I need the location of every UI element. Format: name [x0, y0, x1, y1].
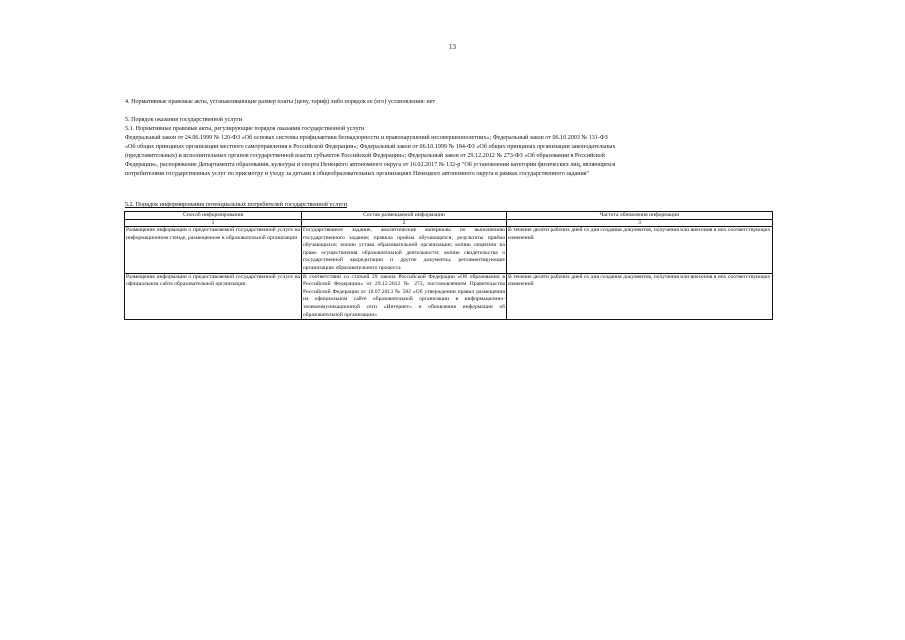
table-row	[125, 227, 773, 274]
column-number: 2	[302, 220, 507, 227]
column-number: 3	[507, 220, 773, 227]
cell-method: Размещение информации о предоставляемой государственной услуге на официальном сайте образовательной организации	[125, 273, 302, 320]
cell-content: В соответствии со статьей 29 закона Российской Федерации «Об образовании в Российской Федерации» от 29.12.2012 № 273, постановлением Правительства Российской Федерации от 10.07.2013 № 582 «Об утверждении правил размещения на официальном сайте образовательной организации в информационно-телекоммуникационной сети «Интернет» и обновления информации об образовательной организации»	[302, 273, 507, 320]
column-number-row	[125, 220, 773, 227]
section-5	[125, 116, 775, 179]
section-4-paragraph: 4. Нормативные правовые акты, устанавливающие размер платы (цену, тариф) либо порядок ее (его) установления: нет	[125, 99, 436, 105]
column-number: 1	[125, 220, 302, 227]
cell-frequency: В течение десяти рабочих дней со дня создания документов, получения или внесения в них соответствующих изменений	[507, 273, 773, 320]
section-5-1-body-line: Федеральный закон от 24.06.1999 № 120-ФЗ «Об основах системы профилактики безнадзорности и правонарушений несовершеннолетних»; Федеральный закон от 06.10.2003 № 131-ФЗ	[125, 135, 608, 141]
information-table	[124, 211, 773, 320]
table-row	[125, 273, 773, 320]
page-number: 13	[449, 43, 456, 51]
header-method: Способ информирования	[125, 212, 302, 220]
section-5-2-caption: 5.2. Порядок информирования потенциальных потребителей государственной услуги	[125, 202, 348, 208]
cell-content: Государственное задание, аналитические материалы по выполнению государственного задания; правила приёма обучающихся; результаты приёма обучающихся; копию устава образовательной организации; копию лицензии на право осуществления образовательной деятельности; копию свидетельства о государственной аккредитации и другие документы, регламентирующие организацию образовательного процесса	[302, 227, 507, 274]
section-5-1-body-line: «Об общих принципах организации местного самоуправления в Российской Федерации»; Федеральный закон от 06.10.1999 № 184-ФЗ «Об общих принципах организации законодательных	[125, 144, 616, 150]
section-5-1-subtitle: 5.1. Нормативные правовые акты, регулирующие порядок оказания государственной услуги	[125, 126, 365, 132]
section-5-1-body-line: Федерации», распоряжение Департамента образования, культуры и спорта Ненецкого автономного округа от 16.02.2017 № 132-р "Об установлении категории физических лиц, являющихся	[125, 162, 616, 168]
header-content: Состав размещаемой информации	[302, 212, 507, 220]
section-5-1-body-line: (представительных) и исполнительных органов государственной власти субъектов Российской Федерации»; Федеральный закон от 29.12.2012 № 273-ФЗ «Об образовании в Российской	[125, 153, 605, 159]
cell-frequency: В течение десяти рабочих дней со дня создания документов, получения или внесения в них соответствующих изменений	[507, 227, 773, 274]
section-5-title: 5. Порядок оказания государственной услуги	[125, 117, 243, 123]
section-5-1-body-line: потребителями государственных услуг по присмотру и уходу за детьми в общеобразовательных организациях Ненецкого автономного округа в рамках государственного задания"	[125, 171, 590, 177]
cell-method: Размещение информации о предоставляемой государственной услуге на информационном стенде, размещенном в образовательной организации	[125, 227, 302, 274]
header-frequency: Частота обновления информации	[507, 212, 773, 220]
table-header-row	[125, 212, 773, 220]
